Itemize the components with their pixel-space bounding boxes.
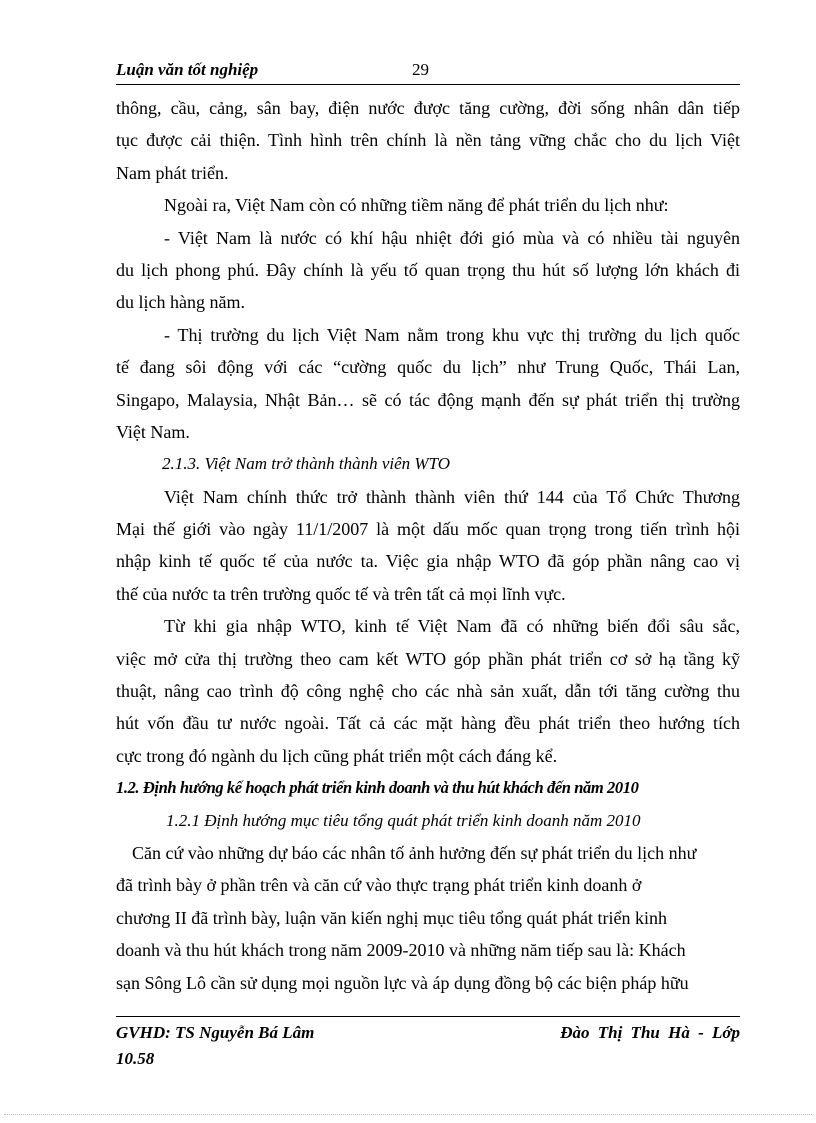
text-line: doanh và thu hút khách trong năm 2009-2010 và những năm tiếp sau là: Khách xyxy=(116,940,686,961)
page-header xyxy=(116,58,740,84)
text-line: Mại thế giới vào ngày 11/1/2007 là một dấu mốc quan trọng trong tiến trình hội xyxy=(116,519,740,540)
text-line: du lịch phong phú. Đây chính là yếu tố quan trọng thu hút số lượng lớn khách đi xyxy=(116,259,740,280)
footer-class: 10.58 xyxy=(116,1049,155,1068)
text-line: việc mở cửa thị trường theo cam kết WTO góp phần phát triển cơ sở hạ tầng kỹ xyxy=(116,648,740,669)
text-line: thế của nước ta trên trường quốc tế và trên tất cả mọi lĩnh vực. xyxy=(116,583,566,604)
text-line: đã trình bày ở phần trên và căn cứ vào thực trạng phát triển kinh doanh ở xyxy=(116,875,642,896)
subsection-heading: 1.2.1 Định hướng mục tiêu tổng quát phát triển kinh doanh năm 2010 xyxy=(166,810,641,830)
text-line: thông, cầu, cảng, sân bay, điện nước được tăng cường, đời sống nhân dân tiếp xyxy=(116,98,740,118)
text-line: tục được cải thiện. Tình hình trên chính là nền tảng vững chắc cho du lịch Việt xyxy=(116,130,740,151)
text-line: sạn Sông Lô cần sử dụng mọi nguồn lực và áp dụng đồng bộ các biện pháp hữu xyxy=(116,972,689,993)
text-line: Nam phát triển. xyxy=(116,162,229,183)
text-line: - Việt Nam là nước có khí hậu nhiệt đới gió mùa và có nhiều tài nguyên xyxy=(164,227,740,248)
header-title: Luận văn tốt nghiệp xyxy=(116,60,259,79)
text-line: thuật, nâng cao trình độ công nghệ cho các nhà sản xuất, dẫn tới tăng cường thu xyxy=(116,681,740,702)
text-line: Việt Nam chính thức trở thành thành viên thứ 144 của Tổ Chức Thương xyxy=(164,486,740,507)
text-line: tế đang sôi động với các “cường quốc du lịch” như Trung Quốc, Thái Lan, xyxy=(116,357,740,378)
text-line: Căn cứ vào những dự báo các nhân tố ảnh hưởng đến sự phát triển du lịch như xyxy=(132,842,697,863)
page-body xyxy=(116,92,740,999)
text-line: Việt Nam. xyxy=(116,421,190,442)
footer-rule xyxy=(116,1016,740,1017)
text-line: Từ khi gia nhập WTO, kinh tế Việt Nam đã có những biến đổi sâu sắc, xyxy=(164,616,740,637)
text-line: hút vốn đầu tư nước ngoài. Tất cả các mặt hàng đều phát triển theo hướng tích xyxy=(116,713,740,734)
footer-advisor: GVHD: TS Nguyễn Bá Lâm xyxy=(116,1023,315,1042)
text-line: Ngoài ra, Việt Nam còn có những tiềm năng để phát triển du lịch như: xyxy=(164,195,669,216)
section-heading: 1.2. Định hướng kế hoạch phát triển kinh doanh và thu hút khách đến năm 2010 xyxy=(116,778,639,798)
header-rule xyxy=(116,84,740,85)
text-line: cực trong đó ngành du lịch cũng phát triển một cách đáng kể. xyxy=(116,745,558,766)
text-line: - Thị trường du lịch Việt Nam nằm trong khu vực thị trường du lịch quốc xyxy=(164,324,740,345)
text-line: nhập kinh tế quốc tế của nước ta. Việc gia nhập WTO đã góp phần nâng cao vị xyxy=(116,551,740,572)
page-number: 29 xyxy=(412,60,429,79)
text-line: Singapo, Malaysia, Nhật Bản… sẽ có tác động mạnh đến sự phát triển thị trường xyxy=(116,389,740,410)
page-edge-divider xyxy=(4,1114,812,1115)
footer-author: Đào Thị Thu Hà - Lớp xyxy=(560,1023,740,1042)
text-line: du lịch hàng năm. xyxy=(116,292,245,313)
text-line: chương II đã trình bày, luận văn kiến nghị mục tiêu tổng quát phát triển kinh xyxy=(116,907,667,928)
subsection-heading: 2.1.3. Việt Nam trở thành thành viên WTO xyxy=(162,454,450,474)
